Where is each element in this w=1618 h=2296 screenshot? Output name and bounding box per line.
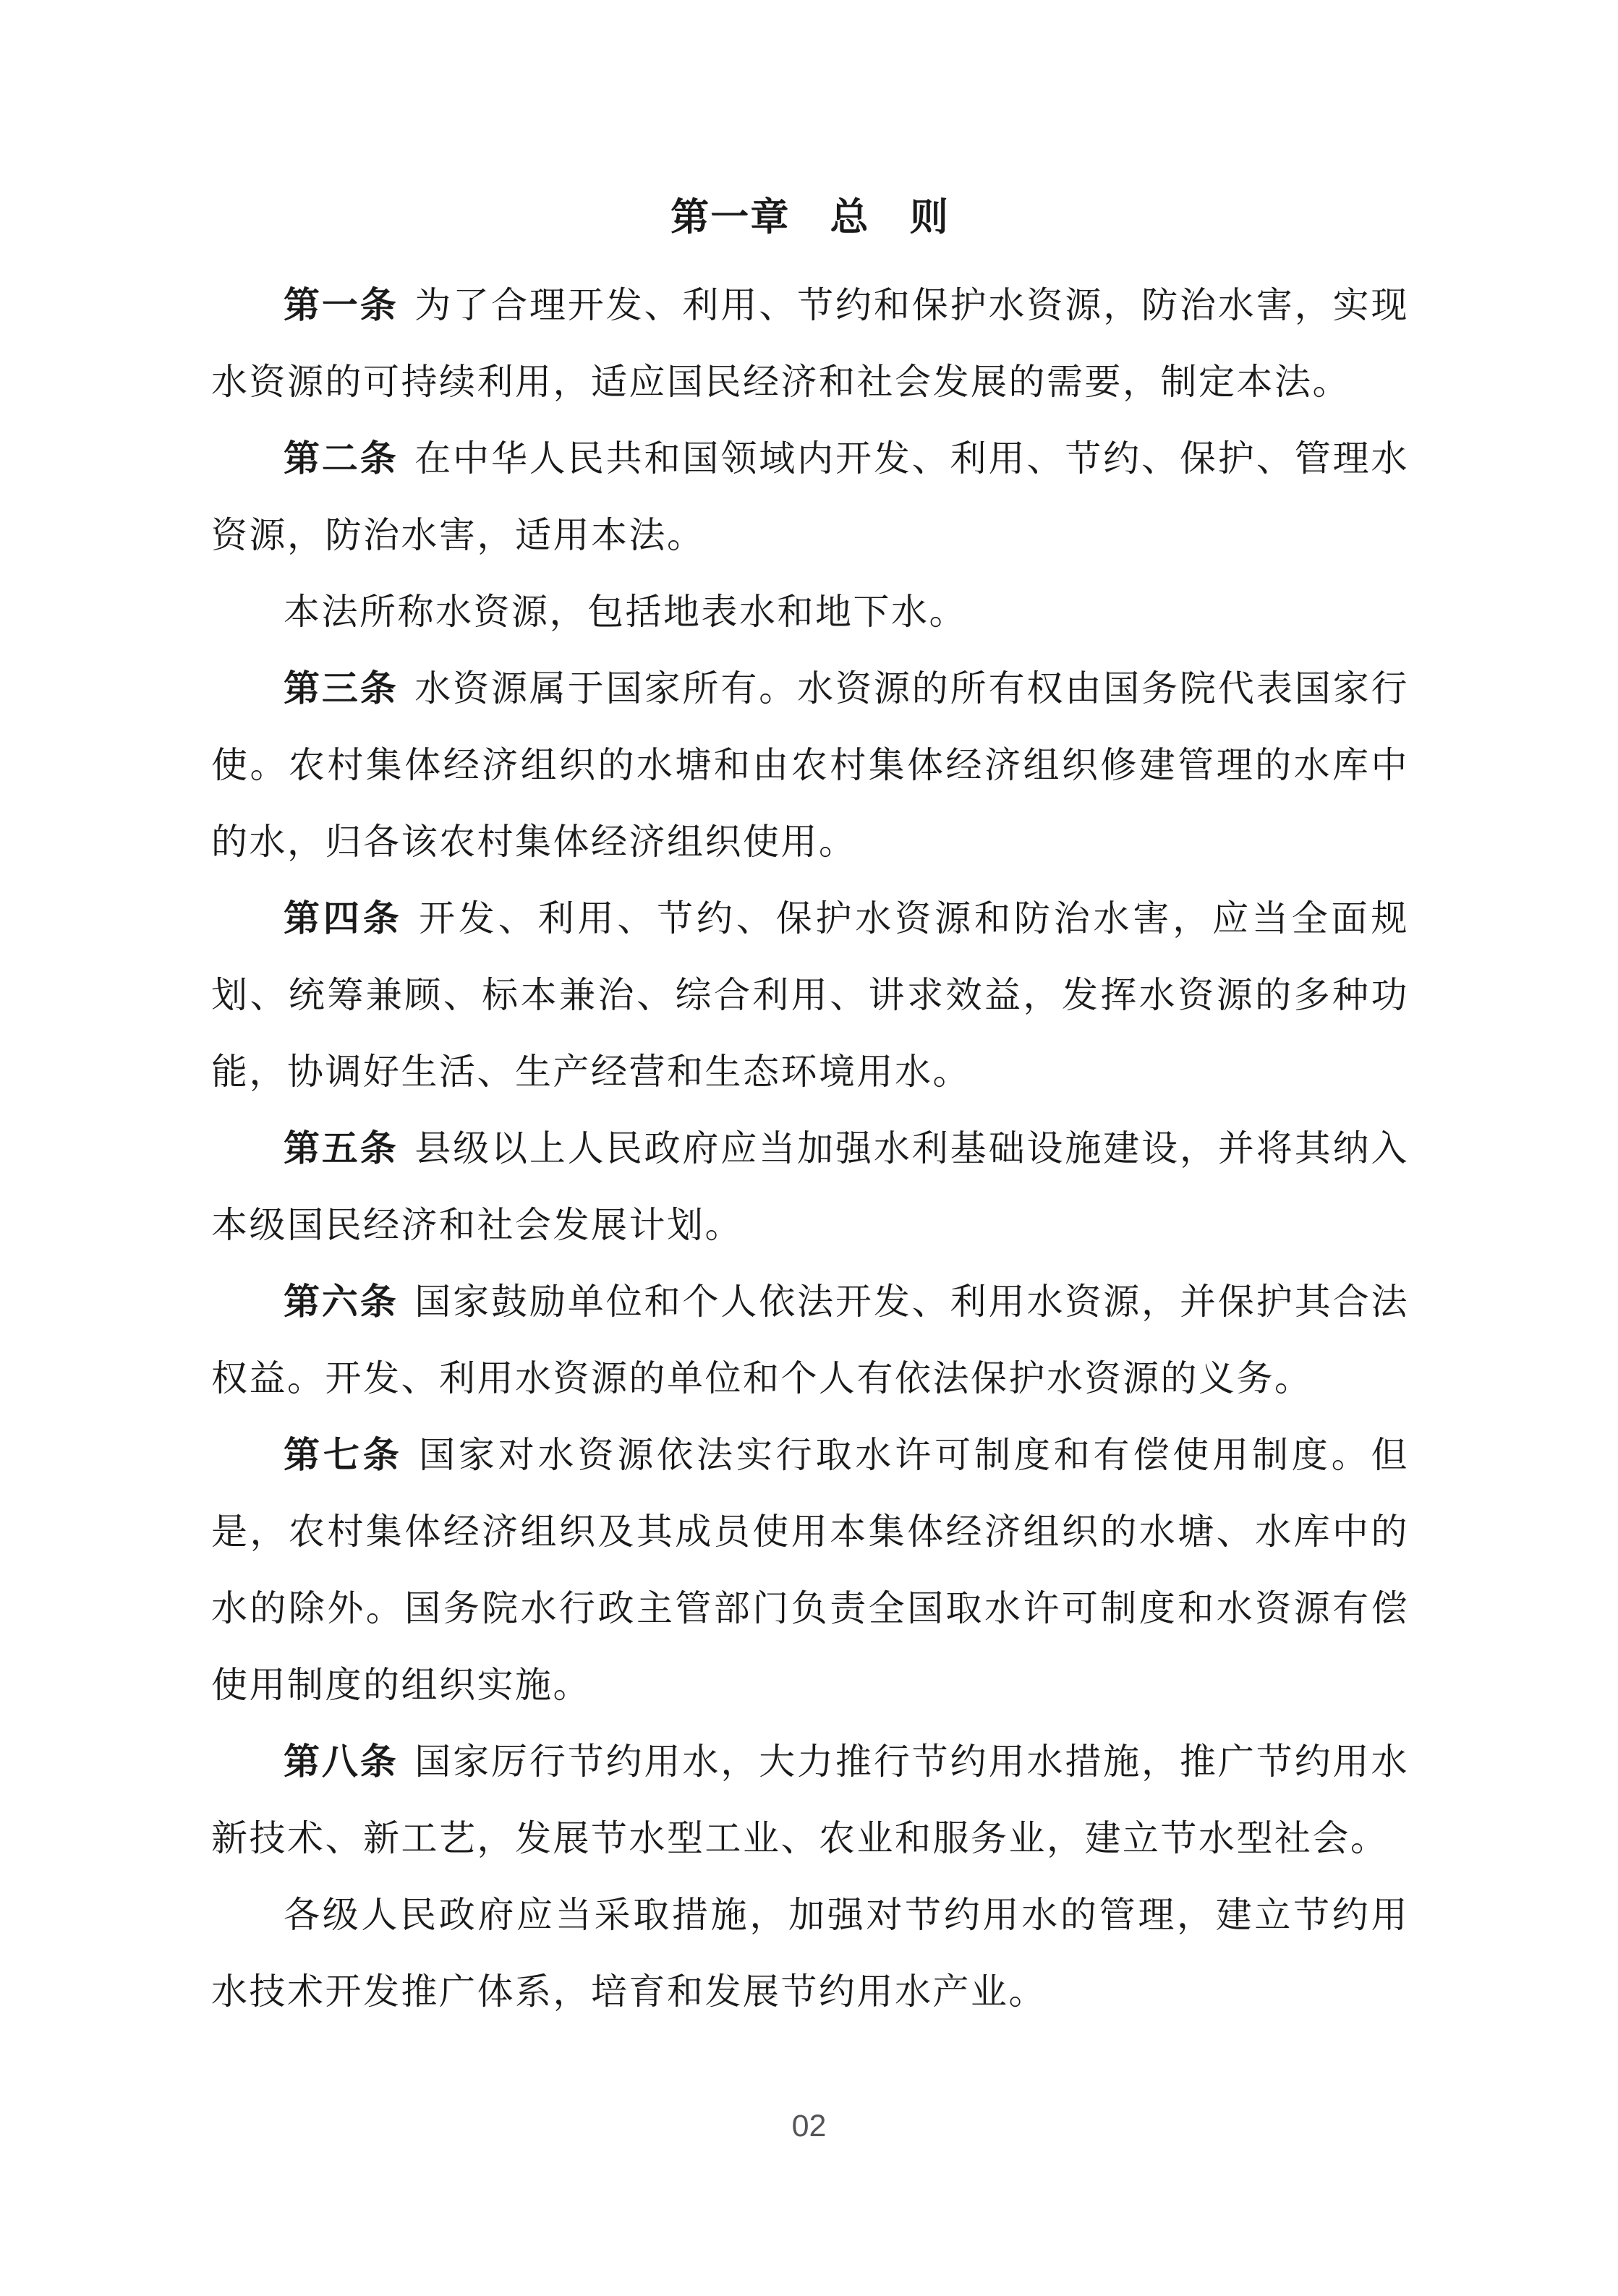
article-paragraph [211,267,1409,420]
article-text: 国家鼓励单位和个人依法开发、利用水资源，并保护其合法权益。开发、利用水资源的单位和个人有依法保护水资源的义务。 [211,1281,1410,1399]
article-paragraph [211,1723,1409,1877]
article-paragraph [211,880,1409,1110]
article-paragraph [211,650,1409,880]
page-number: 02 [791,2109,827,2143]
article-number-label: 第三条 [284,668,399,709]
article-number-label: 第八条 [284,1741,399,1782]
article-text: 为了合理开发、利用、节约和保护水资源，防治水害，实现水资源的可持续利用，适应国民经济和社会发展的需要，制定本法。 [211,285,1410,402]
page-content [211,179,1409,2030]
article-paragraph [211,1263,1409,1417]
article-number-label: 第六条 [284,1281,399,1322]
article-paragraph [211,1417,1409,1723]
article-text: 开发、利用、节约、保护水资源和防治水害，应当全面规划、统筹兼顾、标本兼治、综合利用、讲求效益，发挥水资源的多种功能，协调好生活、生产经营和生态环境用水。 [211,898,1410,1092]
article-number-label: 第七条 [284,1435,403,1475]
article-number-label: 第一条 [284,285,399,325]
article-number-label: 第二条 [284,438,399,479]
article-paragraph [211,420,1409,573]
article-paragraph [211,573,1409,650]
article-text: 国家厉行节约用水，大力推行节约用水措施，推广节约用水新技术、新工艺，发展节水型工业、农业和服务业，建立节水型社会。 [211,1741,1410,1858]
article-text: 国家对水资源依法实行取水许可制度和有偿使用制度。但是，农村集体经济组织及其成员使用本集体经济组织的水塘、水库中的水的除外。国务院水行政主管部门负责全国取水许可制度和水资源有偿使用制度的组织实施。 [211,1435,1410,1705]
chapter-title: 第一章 总 则 [670,197,950,239]
article-paragraph [211,1110,1409,1263]
article-number-label: 第五条 [284,1128,399,1169]
article-body [211,267,1409,2030]
article-paragraph [211,1877,1409,2030]
article-text: 在中华人民共和国领域内开发、利用、节约、保护、管理水资源，防治水害，适用本法。 [211,438,1410,555]
article-text: 本法所称水资源，包括地表水和地下水。 [284,592,967,632]
article-text: 水资源属于国家所有。水资源的所有权由国务院代表国家行使。农村集体经济组织的水塘和由农村集体经济组织修建管理的水库中的水，归各该农村集体经济组织使用。 [211,668,1410,862]
article-number-label: 第四条 [284,898,403,939]
article-text: 各级人民政府应当采取措施，加强对节约用水的管理，建立节约用水技术开发推广体系，培育和发展节约用水产业。 [211,1895,1409,2012]
article-text: 县级以上人民政府应当加强水利基础设施建设，并将其纳入本级国民经济和社会发展计划。 [211,1128,1410,1245]
